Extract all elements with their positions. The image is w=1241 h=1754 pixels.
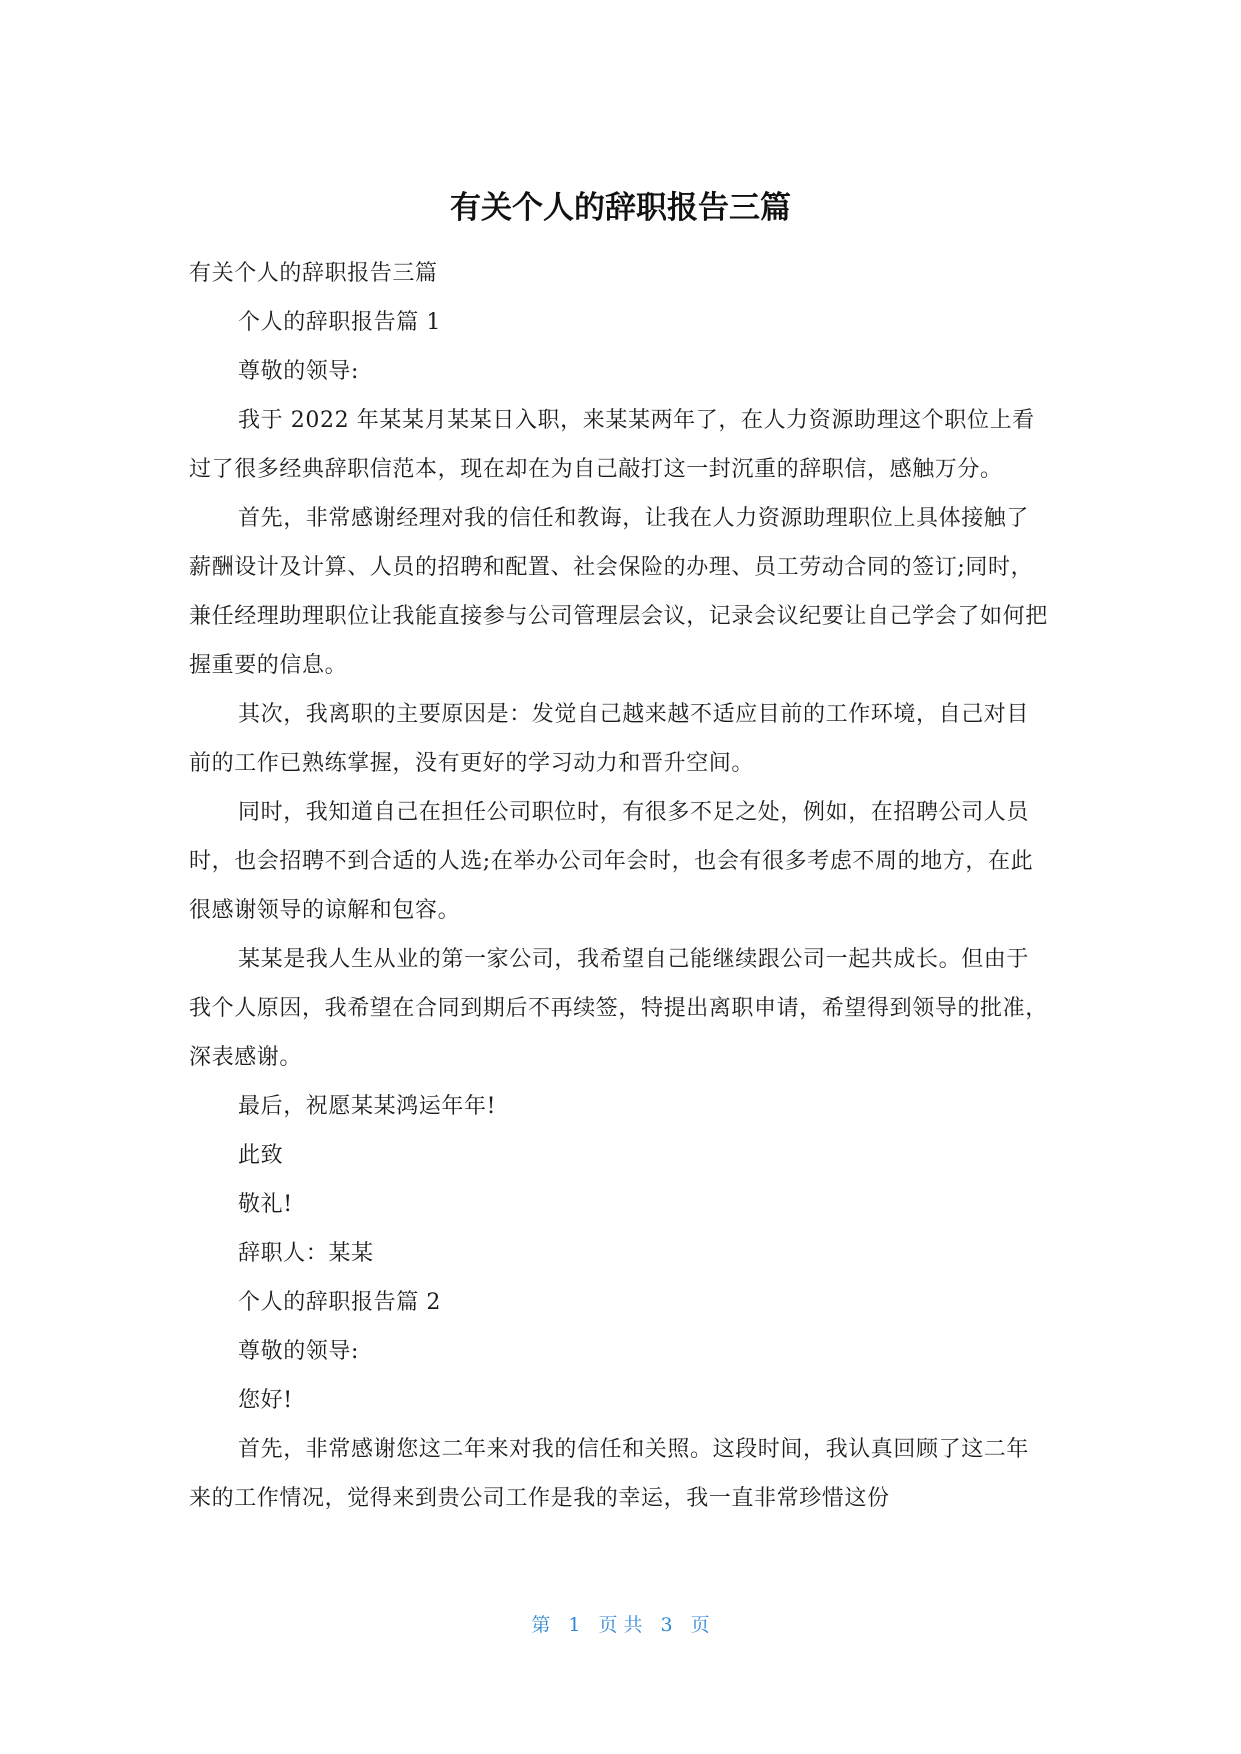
paragraph: 其次，我离职的主要原因是：发觉自己越来越不适应目前的工作环境，自己对目前的工作已熟练掌握，没有更好的学习动力和晋升空间。: [189, 702, 1030, 776]
salutation: 尊敬的领导:: [238, 1339, 360, 1364]
section-heading: 个人的辞职报告篇 1: [238, 310, 441, 335]
paragraph: 首先，非常感谢经理对我的信任和教诲，让我在人力资源助理职位上具体接触了薪酬设计及计算、人员的招聘和配置、社会保险的办理、员工劳动合同的签订;同时，兼任经理助理职位让我能直接参与公司管理层会议，记录会议纪要让自己学会了如何把握重要的信息。: [189, 506, 1048, 678]
paragraph: 某某是我人生从业的第一家公司，我希望自己能继续跟公司一起共成长。但由于我个人原因，我希望在合同到期后不再续签，特提出离职申请，希望得到领导的批准，深表感谢。: [189, 947, 1048, 1070]
salutation: 尊敬的领导:: [238, 359, 360, 384]
footer-prefix: 第: [531, 1614, 551, 1636]
paragraph: 最后，祝愿某某鸿运年年!: [238, 1094, 497, 1119]
footer-middle: 页 共: [598, 1614, 643, 1636]
paragraph: 同时，我知道自己在担任公司职位时，有很多不足之处，例如，在招聘公司人员时，也会招聘不到合适的人选;在举办公司年会时，也会有很多考虑不周的地方，在此很感谢领导的谅解和包容。: [189, 800, 1034, 923]
document-title: 有关个人的辞职报告三篇: [450, 190, 791, 226]
closing: 敬礼!: [238, 1192, 293, 1217]
greeting: 您好!: [238, 1388, 293, 1413]
paragraph: 有关个人的辞职报告三篇: [189, 261, 438, 286]
page-number-footer: [0, 1610, 1241, 1640]
closing: 此致: [238, 1143, 284, 1168]
signature: 辞职人：某某: [238, 1241, 374, 1266]
paragraph: 我于 2022 年某某月某某日入职，来某某两年了，在人力资源助理这个职位上看过了很多经典辞职信范本，现在却在为自己敲打这一封沉重的辞职信，感触万分。: [189, 408, 1035, 482]
footer-current-page: 1: [568, 1614, 581, 1636]
section-heading: 个人的辞职报告篇 2: [238, 1290, 441, 1315]
footer-suffix: 页: [690, 1614, 710, 1636]
paragraph: 首先，非常感谢您这二年来对我的信任和关照。这段时间，我认真回顾了这二年来的工作情况，觉得来到贵公司工作是我的幸运，我一直非常珍惜这份: [189, 1437, 1030, 1511]
document-body: [189, 249, 1051, 1523]
footer-total-pages: 3: [660, 1614, 673, 1636]
